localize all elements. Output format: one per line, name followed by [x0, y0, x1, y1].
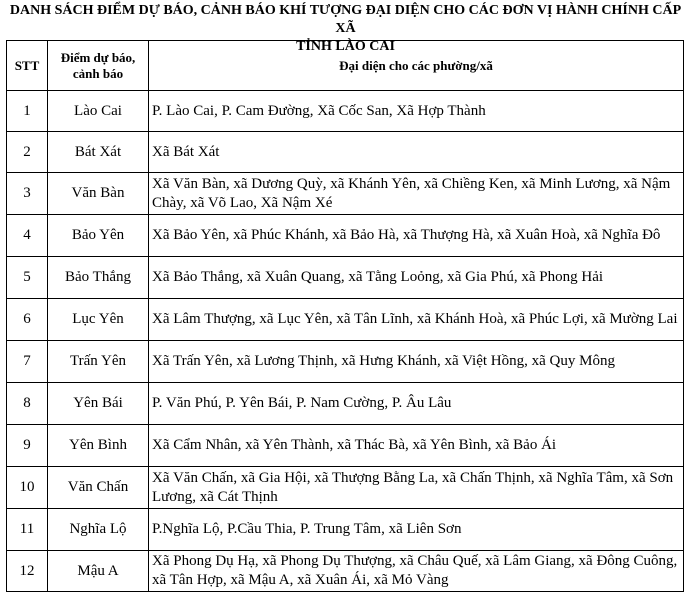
table-header-row [7, 41, 684, 91]
cell-represented-communes: Xã Cẩm Nhân, xã Yên Thành, xã Thác Bà, xã Yên Bình, xã Bảo Ái [149, 425, 684, 467]
cell-represented-communes: P. Văn Phú, P. Yên Bái, P. Nam Cường, P. Âu Lâu [149, 383, 684, 425]
cell-represented-communes: Xã Bảo Thắng, xã Xuân Quang, xã Tằng Loỏng, xã Gia Phú, xã Phong Hải [149, 257, 684, 299]
cell-represented-communes: Xã Văn Chấn, xã Gia Hội, xã Thượng Bằng La, xã Chấn Thịnh, xã Nghĩa Tâm, xã Sơn Lương, xã Cát Thịnh [149, 467, 684, 509]
header-forecast-point-line-1: Điểm dự báo, [60, 49, 136, 65]
table-row [7, 383, 684, 425]
cell-forecast-point: Bát Xát [48, 132, 149, 173]
cell-represented-communes: Xã Lâm Thượng, xã Lục Yên, xã Tân Lĩnh, xã Khánh Hoà, xã Phúc Lợi, xã Mường Lai [149, 299, 684, 341]
header-stt: STT [7, 41, 48, 91]
cell-represented-communes: P. Lào Cai, P. Cam Đường, Xã Cốc San, Xã Hợp Thành [149, 91, 684, 132]
table-row [7, 215, 684, 257]
cell-stt: 5 [7, 257, 48, 299]
cell-represented-communes: Xã Bát Xát [149, 132, 684, 173]
cell-forecast-point: Yên Bái [48, 383, 149, 425]
table-row [7, 425, 684, 467]
cell-represented-communes: Xã Trấn Yên, xã Lương Thịnh, xã Hưng Khánh, xã Việt Hồng, xã Quy Mông [149, 341, 684, 383]
cell-forecast-point: Lào Cai [48, 91, 149, 132]
cell-stt: 6 [7, 299, 48, 341]
table-row [7, 467, 684, 509]
header-represented-communes: Đại diện cho các phường/xã [149, 41, 684, 91]
cell-stt: 11 [7, 509, 48, 551]
table-row [7, 91, 684, 132]
header-forecast-point [48, 41, 149, 91]
table-row [7, 132, 684, 173]
cell-forecast-point: Lục Yên [48, 299, 149, 341]
forecast-points-table [6, 40, 684, 592]
title-line-2: TỈNH LÀO CAI [296, 39, 395, 54]
table-row [7, 509, 684, 551]
cell-stt: 7 [7, 341, 48, 383]
cell-stt: 1 [7, 91, 48, 132]
cell-stt: 10 [7, 467, 48, 509]
table-row [7, 257, 684, 299]
cell-forecast-point: Yên Bình [48, 425, 149, 467]
cell-forecast-point: Nghĩa Lộ [48, 509, 149, 551]
table-body [7, 91, 684, 592]
table-row [7, 341, 684, 383]
cell-forecast-point: Văn Chấn [48, 467, 149, 509]
cell-represented-communes: P.Nghĩa Lộ, P.Cầu Thia, P. Trung Tâm, xã Liên Sơn [149, 509, 684, 551]
table-row [7, 173, 684, 215]
cell-represented-communes: Xã Văn Bàn, xã Dương Quỳ, xã Khánh Yên, xã Chiềng Ken, xã Minh Lương, xã Nậm Chày, xã Võ Lao, Xã Nậm Xé [149, 173, 684, 215]
table-row [7, 551, 684, 592]
cell-forecast-point: Trấn Yên [48, 341, 149, 383]
table-row [7, 299, 684, 341]
cell-represented-communes: Xã Phong Dụ Hạ, xã Phong Dụ Thượng, xã Châu Quế, xã Lâm Giang, xã Đông Cuông, xã Tân Hợp, xã Mậu A, xã Xuân Ái, xã Mỏ Vàng [149, 551, 684, 592]
cell-stt: 8 [7, 383, 48, 425]
cell-forecast-point: Bảo Yên [48, 215, 149, 257]
cell-represented-communes: Xã Bảo Yên, xã Phúc Khánh, xã Bảo Hà, xã Thượng Hà, xã Xuân Hoà, xã Nghĩa Đô [149, 215, 684, 257]
cell-stt: 2 [7, 132, 48, 173]
cell-stt: 12 [7, 551, 48, 592]
cell-stt: 3 [7, 173, 48, 215]
cell-forecast-point: Mậu A [48, 551, 149, 592]
cell-stt: 4 [7, 215, 48, 257]
cell-forecast-point: Bảo Thắng [48, 257, 149, 299]
cell-forecast-point: Văn Bàn [48, 173, 149, 215]
title-line-1: DANH SÁCH ĐIỂM DỰ BÁO, CẢNH BÁO KHÍ TƯỢNG ĐẠI DIỆN CHO CÁC ĐƠN VỊ HÀNH CHÍNH CẤP XÃ [9, 3, 682, 36]
header-forecast-point-line-2: cảnh báo [72, 65, 124, 81]
cell-stt: 9 [7, 425, 48, 467]
